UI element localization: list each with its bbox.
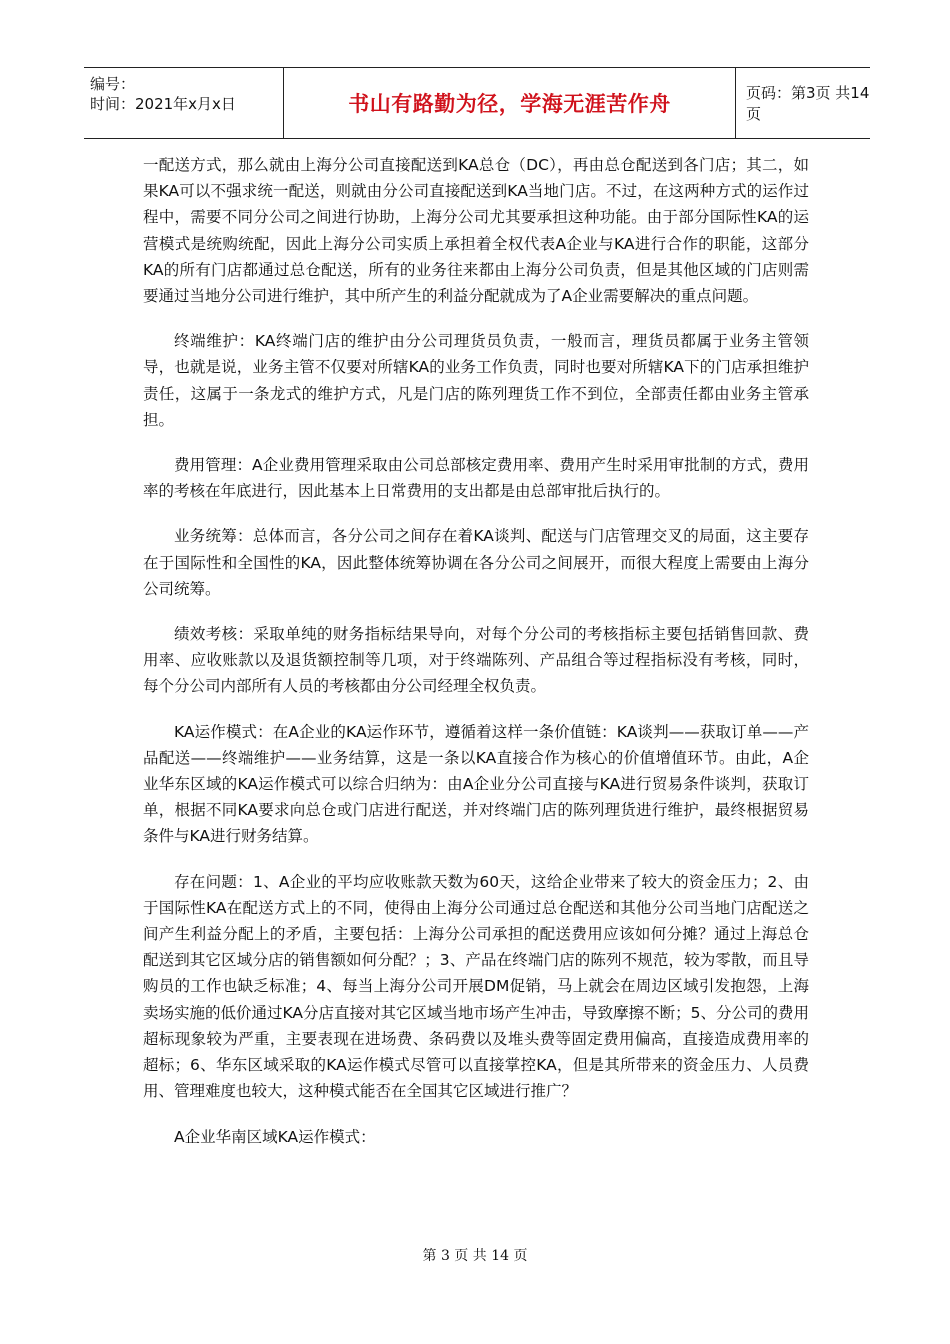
document-time-label: 时间：2021年x月x日 [90,95,236,113]
page-footer: 第 3 页 共 14 页 [422,1248,528,1264]
header-motto-cell [284,68,736,138]
page-header [84,67,870,139]
paragraph-performance-review: 绩效考核：采取单纯的财务指标结果导向，对每个分公司的考核指标主要包括销售回款、费用率、应收账款以及退货额控制等几项，对于终端陈列、产品组合等过程指标没有考核，同时，每个分公司内部所有人员的考核都由分公司经理全权负责。 [143,625,809,696]
header-meta [84,68,284,138]
document-number-label: 编号： [90,75,136,93]
paragraph-terminal-maintenance: 终端维护：KA终端门店的维护由分公司理货员负责，一般而言，理货员都属于业务主管领导，也就是说，业务主管不仅要对所辖KA的业务工作负责，同时也要对所辖KA下的门店承担维护责任，这属于一条龙式的维护方式，凡是门店的陈列理货工作不到位，全部责任都由业务主管承担。 [143,332,809,429]
paragraph-distribution: 一配送方式，那么就由上海分公司直接配送到KA总仓（DC），再由总仓配送到各门店；其二，如果KA可以不强求统一配送，则就由分公司直接配送到KA当地门店。不过，在这两种方式的运作过程中，需要不同分公司之间进行协助，上海分公司尤其要承担这种功能。由于部分国际性KA的运营模式是统购统配，因此上海分公司实质上承担着全权代表A企业与KA进行合作的职能，这部分KA的所有门店都通过总仓配送，所有的业务往来都由上海分公司负责，但是其他区域的门店则需要通过当地分公司进行维护，其中所产生的利益分配就成为了A企业需要解决的重点问题。 [143,156,809,306]
header-motto: 书山有路勤为径，学海无涯苦作舟 [348,91,671,116]
paragraph-cost-management: 费用管理：A企业费用管理采取由公司总部核定费用率、费用产生时采用审批制的方式，费用率的考核在年底进行，因此基本上日常费用的支出都是由总部审批后执行的。 [143,456,809,501]
paragraph-south-china-heading: A企业华南区域KA运作模式： [174,1127,376,1146]
header-page-cell [736,68,870,138]
document-body [143,152,809,1169]
paragraph-ka-operation-model: KA运作模式：在A企业的KA运作环节，遵循着这样一条价值链：KA谈判——获取订单——产品配送——终端维护——业务结算，这是一条以KA直接合作为核心的价值增值环节。由此，A企业华东区域的KA运作模式可以综合归纳为：由A企业分公司直接与KA进行贸易条件谈判，获取订单，根据不同KA要求向总仓或门店进行配送，并对终端门店的陈列理货进行维护，最终根据贸易条件与KA进行财务结算。 [143,722,809,846]
paragraph-business-coordination: 业务统筹：总体而言，各分公司之间存在着KA谈判、配送与门店管理交叉的局面，这主要存在于国际性和全国性的KA，因此整体统筹协调在各分公司之间展开，而很大程度上需要由上海分公司统筹。 [143,527,809,598]
header-page-number: 页码：第3页 共14页 [746,84,870,123]
paragraph-existing-problems: 存在问题：1、A企业的平均应收账款天数为60天，这给企业带来了较大的资金压力；2、由于国际性KA在配送方式上的不同，使得由上海分公司通过总仓配送和其他分公司当地门店配送之间产生利益分配上的矛盾，主要包括：上海分公司承担的配送费用应该如何分摊？通过上海总仓配送到其它区域分店的销售额如何分配？；3、产品在终端门店的陈列不规范，较为零散，而且导购员的工作也缺乏标准；4、每当上海分公司开展DM促销，马上就会在周边区域引发抱怨，上海卖场实施的低价通过KA分店直接对其它区域当地市场产生冲击，导致摩擦不断；5、分公司的费用超标现象较为严重，主要表现在进场费、条码费以及堆头费等固定费用偏高，直接造成费用率的超标；6、华东区域采取的KA运作模式尽管可以直接掌控KA，但是其所带来的资金压力、人员费用、管理难度也较大，这种模式能否在全国其它区域进行推广？ [143,872,809,1101]
